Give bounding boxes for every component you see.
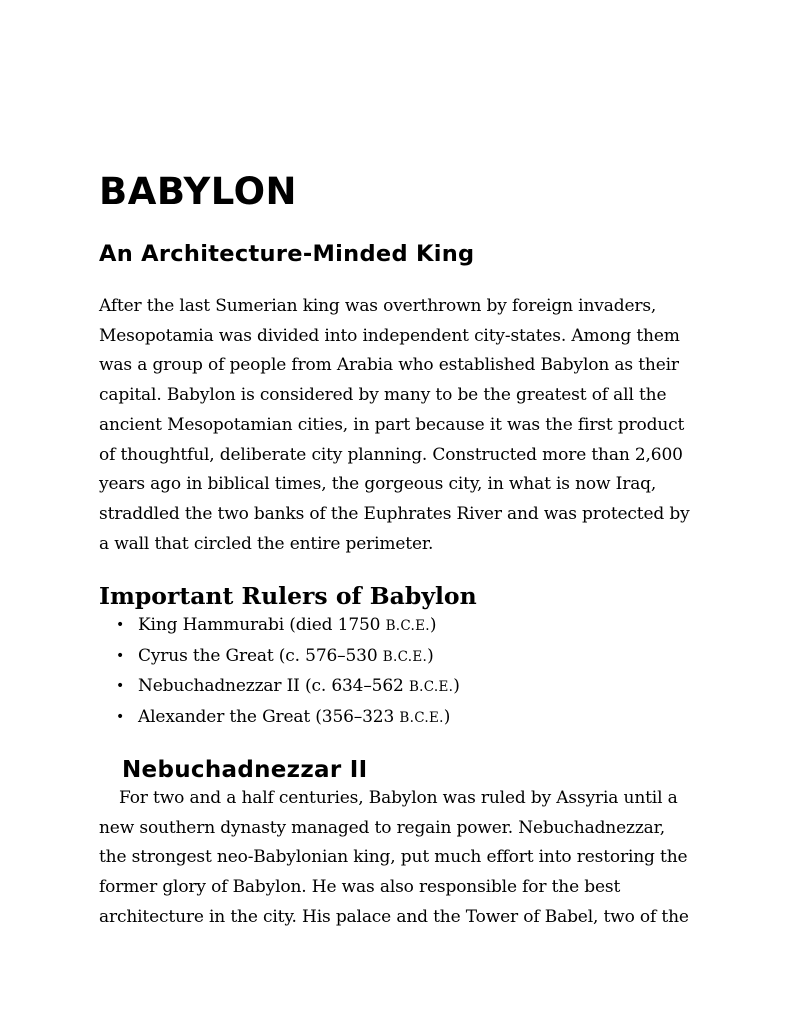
ruler-name: Cyrus the Great (c. 576–530 — [138, 645, 383, 666]
paragraph-line: architecture in the city. His palace and the Tower of Babel, two of the — [99, 906, 689, 927]
bullet-icon: • — [116, 709, 125, 726]
paragraph-line: a wall that circled the entire perimeter. — [99, 533, 434, 554]
closing-paren: ) — [443, 707, 451, 728]
era-label: B.C.E. — [385, 618, 430, 634]
paragraph-line: straddled the two banks of the Euphrates River and was protected by — [99, 503, 690, 524]
closing-paren: ) — [429, 615, 437, 635]
nebuchadnezzar-paragraph — [99, 784, 709, 933]
closing-paren: ) — [427, 645, 434, 666]
paragraph-line: After the last Sumerian king was overthrown by foreign invaders, — [99, 296, 657, 316]
paragraph-line: For two and a half centuries, Babylon was ruled by Assyria until a — [119, 788, 678, 808]
bullet-icon: • — [116, 647, 125, 664]
ruler-name: King Hammurabi (died 1750 — [138, 615, 386, 635]
bullet-icon: • — [116, 678, 125, 695]
nebuchadnezzar-heading: Nebuchadnezzar II — [122, 757, 368, 783]
era-label: B.C.E. — [408, 679, 454, 696]
bullet-icon: • — [116, 617, 125, 633]
section-subtitle: An Architecture-Minded King — [99, 241, 475, 267]
paragraph-line: capital. Babylon is considered by many to be the greatest of all the — [99, 385, 667, 406]
paragraph-line: new southern dynasty managed to regain power. Nebuchadnezzar, — [99, 817, 665, 838]
era-label: B.C.E. — [399, 710, 444, 727]
intro-paragraph — [99, 292, 709, 559]
ruler-name: Nebuchadnezzar II (c. 634–562 — [138, 676, 409, 697]
list-item — [116, 611, 460, 642]
paragraph-line: Mesopotamia was divided into independent city-states. Among them — [99, 325, 680, 346]
rulers-heading: Important Rulers of Babylon — [99, 582, 477, 610]
era-label: B.C.E. — [382, 648, 428, 665]
list-item — [116, 672, 460, 703]
paragraph-line: ancient Mesopotamian cities, in part because it was the first product — [99, 414, 685, 435]
paragraph-line: years ago in biblical times, the gorgeous city, in what is now Iraq, — [99, 474, 657, 495]
list-item — [116, 703, 460, 734]
rulers-list — [116, 611, 460, 734]
closing-paren: ) — [453, 676, 460, 697]
paragraph-line: of thoughtful, deliberate city planning. Constructed more than 2,600 — [99, 444, 683, 465]
ruler-name: Alexander the Great (356–323 — [138, 707, 400, 728]
paragraph-line: former glory of Babylon. He was also responsible for the best — [99, 877, 621, 898]
paragraph-line: was a group of people from Arabia who established Babylon as their — [99, 355, 679, 376]
document-title: BABYLON — [99, 170, 297, 213]
list-item — [116, 642, 460, 673]
paragraph-line: the strongest neo-Babylonian king, put much effort into restoring the — [99, 847, 688, 868]
